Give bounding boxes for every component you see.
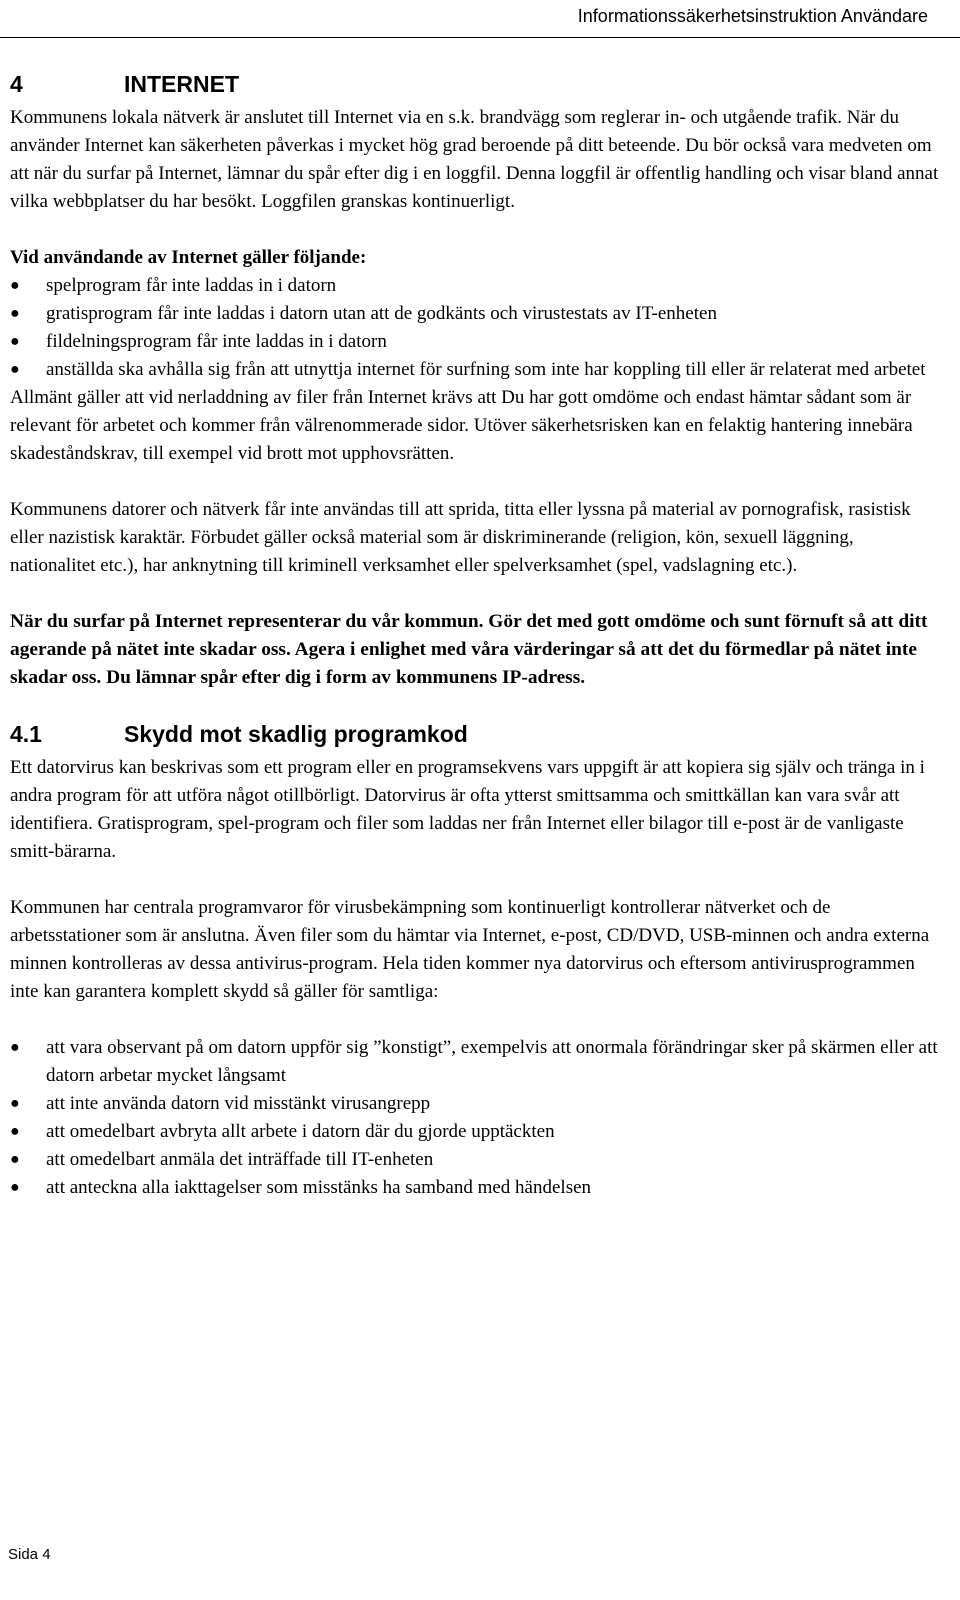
section-title: INTERNET	[124, 71, 239, 97]
download-paragraph: Allmänt gäller att vid nerladdning av filer från Internet krävs att Du har gott omdöme och endast hämtar sådant som är relevant för arbetet och kommer från välrenommerade sidor. Utöver säkerhetsrisken kan en felaktig hantering innebära skadeståndskrav, till exempel vid brott mot upphovsrätten.	[10, 387, 913, 464]
list-item: ● att omedelbart anmäla det inträffade till IT-enheten	[10, 1146, 940, 1174]
bullet-icon: ●	[10, 305, 20, 322]
duties-list	[10, 1034, 940, 1202]
bullet-icon: ●	[10, 1039, 20, 1056]
bullet-icon: ●	[10, 1123, 20, 1140]
list-item: ● att anteckna alla iakttagelser som misstänks ha samband med händelsen	[10, 1174, 940, 1202]
section-number: 4.1	[10, 721, 42, 747]
bullet-icon: ●	[10, 361, 20, 378]
running-header: Informationssäkerhetsinstruktion Användare	[577, 6, 928, 26]
header-rule	[0, 37, 960, 38]
bullet-icon: ●	[10, 1179, 20, 1196]
list-item: ● gratisprogram får inte laddas i datorn utan att de godkänts och virustestats av IT-enheten	[10, 300, 940, 328]
list-item: ● fildelningsprogram får inte laddas in i datorn	[10, 328, 940, 356]
bullet-icon: ●	[10, 1095, 20, 1112]
list-item: ● att vara observant på om datorn uppför sig ”konstigt”, exempelvis att onormala förändringar sker på skärmen eller att datorn arbetar mycket långsamt	[10, 1034, 940, 1090]
rules-lead: Vid användande av Internet gäller följande:	[10, 247, 367, 268]
section-number: 4	[10, 71, 23, 97]
central-software-paragraph: Kommunen har centrala programvaror för virusbekämpning som kontinuerligt kontrollerar nätverket och de arbetsstationer som är anslutna. Även filer som du hämtar via Internet, e-post, CD/DVD, USB-minnen och andra externa minnen kontrolleras av dessa antivirus-program. Hela tiden kommer nya datorvirus och eftersom antivirusprogrammen inte kan garantera komplett skydd så gäller för samtliga:	[10, 897, 930, 1002]
section-heading-4	[10, 70, 940, 98]
page-number: Sida 4	[8, 1546, 51, 1563]
list-item: ● att omedelbart avbryta allt arbete i datorn där du gjorde upptäckten	[10, 1118, 940, 1146]
represent-paragraph: När du surfar på Internet representerar du vår kommun. Gör det med gott omdöme och sunt förnuft så att ditt agerande på nätet inte skadar oss. Agera i enlighet med våra värderingar så att det du förmedlar på nätet inte skadar oss. Du lämnar spår efter dig i form av kommunens IP-adress.	[10, 611, 928, 688]
virus-paragraph: Ett datorvirus kan beskrivas som ett program eller en programsekvens vars uppgift är att kopiera sig själv och tränga in i andra program för att utföra något otillbörligt. Datorvirus är ofta ytterst smittsamma och smittkällan kan vara svår att identifiera. Gratisprogram, spel-program och filer som laddas ner från Internet eller bilagor till e-post är de vanligaste smitt-bärarna.	[10, 757, 925, 862]
section-heading-4-1	[10, 720, 940, 748]
page-content	[10, 70, 940, 1202]
internet-rules-list	[10, 272, 940, 384]
section-title: Skydd mot skadlig programkod	[124, 721, 468, 747]
bullet-icon: ●	[10, 277, 20, 294]
bullet-icon: ●	[10, 1151, 20, 1168]
intro-paragraph: Kommunens lokala nätverk är anslutet till Internet via en s.k. brandvägg som reglerar in- och utgående trafik. När du använder Internet kan säkerheten påverkas i mycket hög grad beroende på ditt beteende. Du bör också vara medveten om att när du surfar på Internet, lämnar du spår efter dig i en loggfil. Denna loggfil är offentlig handling och visar bland annat vilka webbplatser du har besökt. Loggfilen granskas kontinuerligt.	[10, 107, 939, 212]
list-item: ● anställda ska avhålla sig från att utnyttja internet för surfning som inte har koppling till eller är relaterat med arbetet	[10, 356, 940, 384]
list-item: ● att inte använda datorn vid misstänkt virusangrepp	[10, 1090, 940, 1118]
bullet-icon: ●	[10, 333, 20, 350]
list-item: ● spelprogram får inte laddas in i datorn	[10, 272, 940, 300]
prohibited-material-paragraph: Kommunens datorer och nätverk får inte användas till att sprida, titta eller lyssna på material av pornografisk, rasistisk eller nazistisk karaktär. Förbudet gäller också material som är diskriminerande (religion, kön, sexuell läggning, nationalitet etc.), har anknytning till kriminell verksamhet eller spelverksamhet (spel, vadslagning etc.).	[10, 499, 911, 576]
